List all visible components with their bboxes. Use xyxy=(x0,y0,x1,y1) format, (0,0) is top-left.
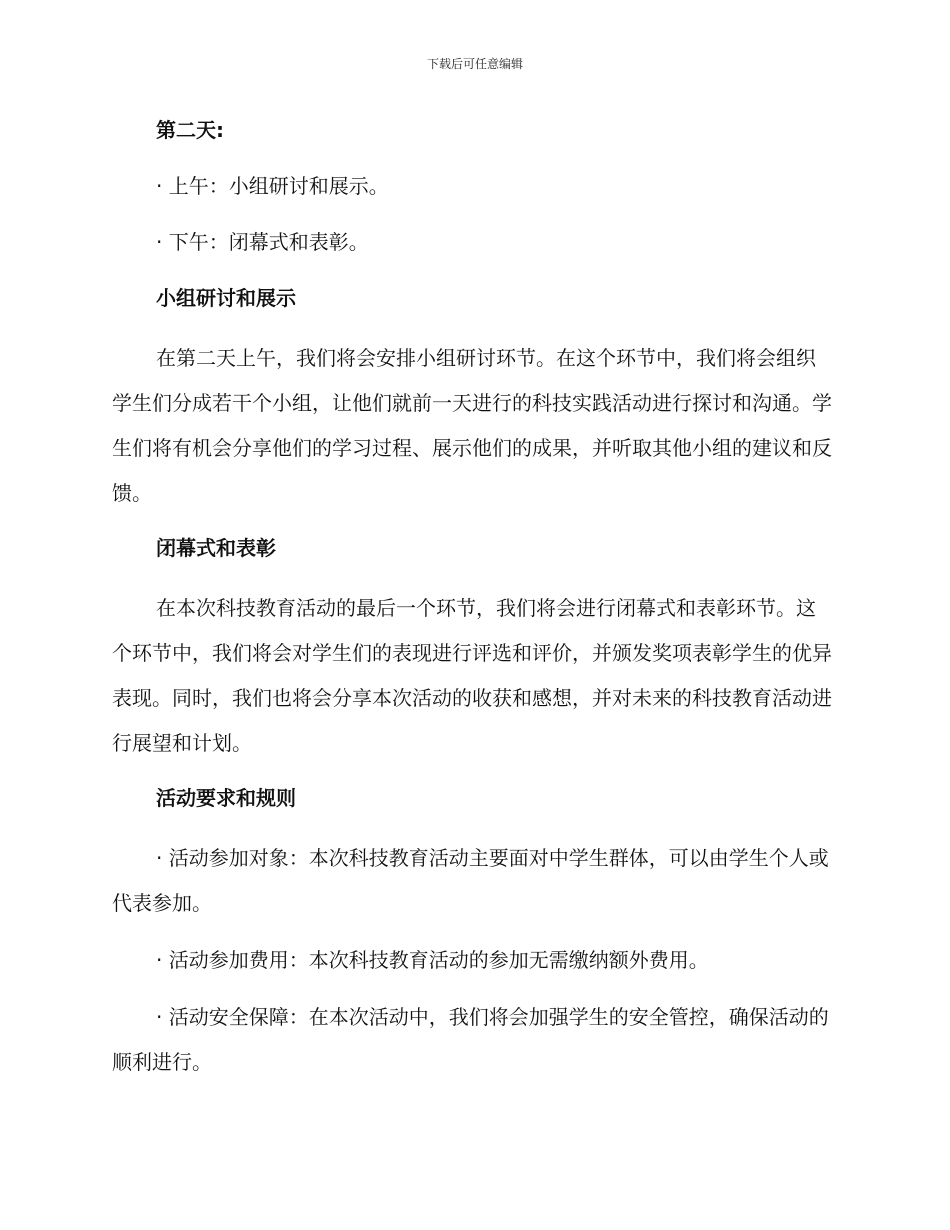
requirement-item-participants: · 活动参加对象：本次科技教育活动主要面对中学生群体，可以由学生个人或代表参加。 xyxy=(112,846,829,915)
document-body xyxy=(112,112,832,1097)
requirement-item-safety: · 活动安全保障：在本次活动中，我们将会加强学生的安全管控，确保活动的顺利进行。 xyxy=(112,1005,829,1074)
day2-heading: 第二天: xyxy=(156,118,224,142)
group-discussion-heading: 小组研讨和展示 xyxy=(156,286,296,310)
closing-paragraph: 在本次科技教育活动的最后一个环节，我们将会进行闭幕式和表彰环节。这个环节中，我们将会对学生们的表现进行评选和评价，并颁发奖项表彰学生的优异表现。同时，我们也将会分享本次活动的收获和感想，并对未来的科技教育活动进行展望和计划。 xyxy=(112,596,832,755)
requirement-item-fees: · 活动参加费用：本次科技教育活动的参加无需缴纳额外费用。 xyxy=(156,948,709,972)
closing-heading: 闭幕式和表彰 xyxy=(156,536,276,560)
page-header-note: 下载后可任意编辑 xyxy=(426,57,523,71)
day2-afternoon-item: · 下午：闭幕式和表彰。 xyxy=(156,230,369,254)
group-discussion-paragraph: 在第二天上午，我们将会安排小组研讨环节。在这个环节中，我们将会组织学生们分成若干个小组，让他们就前一天进行的科技实践活动进行探讨和沟通。学生们将有机会分享他们的学习过程、展示他们的成果，并听取其他小组的建议和反馈。 xyxy=(112,346,832,505)
day2-morning-item: · 上午：小组研讨和展示。 xyxy=(156,174,389,198)
requirements-heading: 活动要求和规则 xyxy=(156,786,296,810)
